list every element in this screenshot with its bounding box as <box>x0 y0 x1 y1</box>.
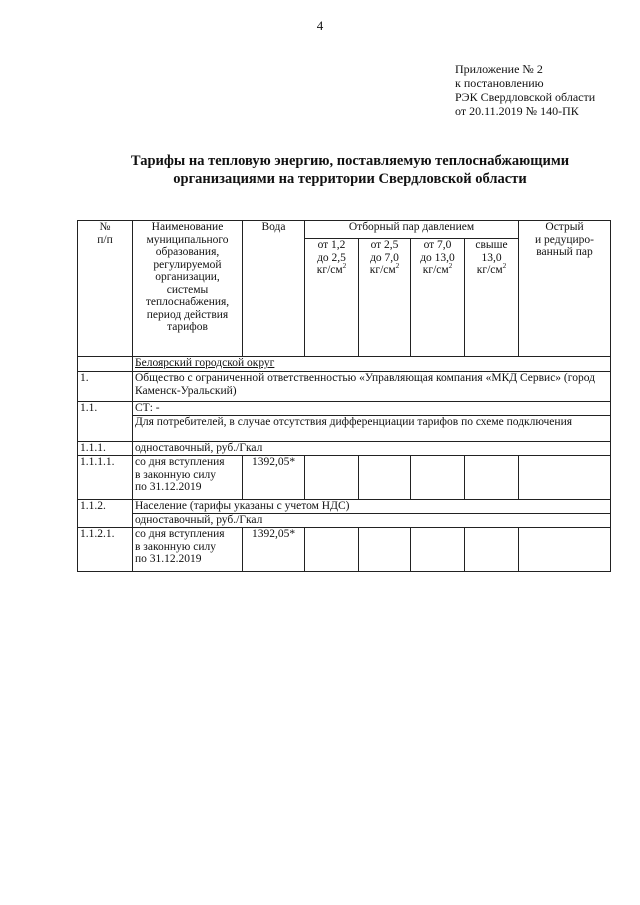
header-pressure-2: от 2,5 до 7,0 $кг/см^2$ <box>359 239 411 357</box>
table-row <box>78 357 611 372</box>
row-number: 1.1.2. <box>78 500 133 528</box>
title-line: организациями на территории Свердловской области <box>173 171 527 187</box>
rate-type: одноставочный, руб./Гкал <box>133 514 611 528</box>
document-title <box>70 152 630 188</box>
appendix-line: к постановлению <box>455 76 544 90</box>
row-number: 1.1.1. <box>78 442 133 456</box>
table-row <box>78 442 611 456</box>
title-line: Тарифы на тепловую энергию, поставляемую теплоснабжающими <box>130 153 570 169</box>
appendix-block <box>455 62 595 118</box>
water-tariff: 1392,05* <box>243 528 305 572</box>
table-row <box>78 456 611 500</box>
appendix-line: РЭК Свердловской области <box>455 90 596 104</box>
header-pressure-3: от 7,0 до 13,0 $кг/см^2$ <box>411 239 465 357</box>
water-tariff: 1392,05* <box>243 456 305 500</box>
tariff-table <box>77 220 611 572</box>
appendix-line: от 20.11.2019 № 140-ПК <box>455 104 579 118</box>
row-number: 1.1.2.1. <box>78 528 133 572</box>
district-name: Белоярский городской округ <box>133 357 611 372</box>
table-row <box>78 402 611 416</box>
header-name: Наименование муниципального образования, регулируемой организации, системы теплоснабжения, период действия тарифов <box>133 221 243 357</box>
population-group: Население (тарифы указаны с учетом НДС) <box>133 500 611 514</box>
appendix-line: Приложение № 2 <box>455 62 543 76</box>
table-row <box>78 500 611 514</box>
heat-system: СТ: - <box>133 402 611 416</box>
header-water: Вода <box>243 221 305 357</box>
table-row <box>78 416 611 442</box>
consumer-note: Для потребителей, в случае отсутствия дифференциации тарифов по схеме подключения <box>133 416 611 442</box>
row-number: 1.1. <box>78 402 133 442</box>
page-number: 4 <box>316 18 324 33</box>
row-number: 1. <box>78 372 133 402</box>
header-sharp-steam: Острый и редуциро- ванный пар <box>519 221 611 357</box>
table-row <box>78 528 611 572</box>
header-pressure-4: свыше 13,0 $кг/см^2$ <box>465 239 519 357</box>
header-num: № п/п <box>78 221 133 357</box>
table-row <box>78 372 611 402</box>
period-cell: со дня вступления в законную силу по 31.12.2019 <box>133 456 243 500</box>
row-number: 1.1.1.1. <box>78 456 133 500</box>
header-pressure-1: от 1,2 до 2,5 $кг/см^2$ <box>305 239 359 357</box>
table-row <box>78 514 611 528</box>
period-cell: со дня вступления в законную силу по 31.12.2019 <box>133 528 243 572</box>
organization-name: Общество с ограниченной ответственностью «Управляющая компания «МКД Сервис» (город Каменск-Уральский) <box>133 372 611 402</box>
header-steam-group: Отборный пар давлением <box>305 221 519 239</box>
rate-type: одноставочный, руб./Гкал <box>133 442 611 456</box>
